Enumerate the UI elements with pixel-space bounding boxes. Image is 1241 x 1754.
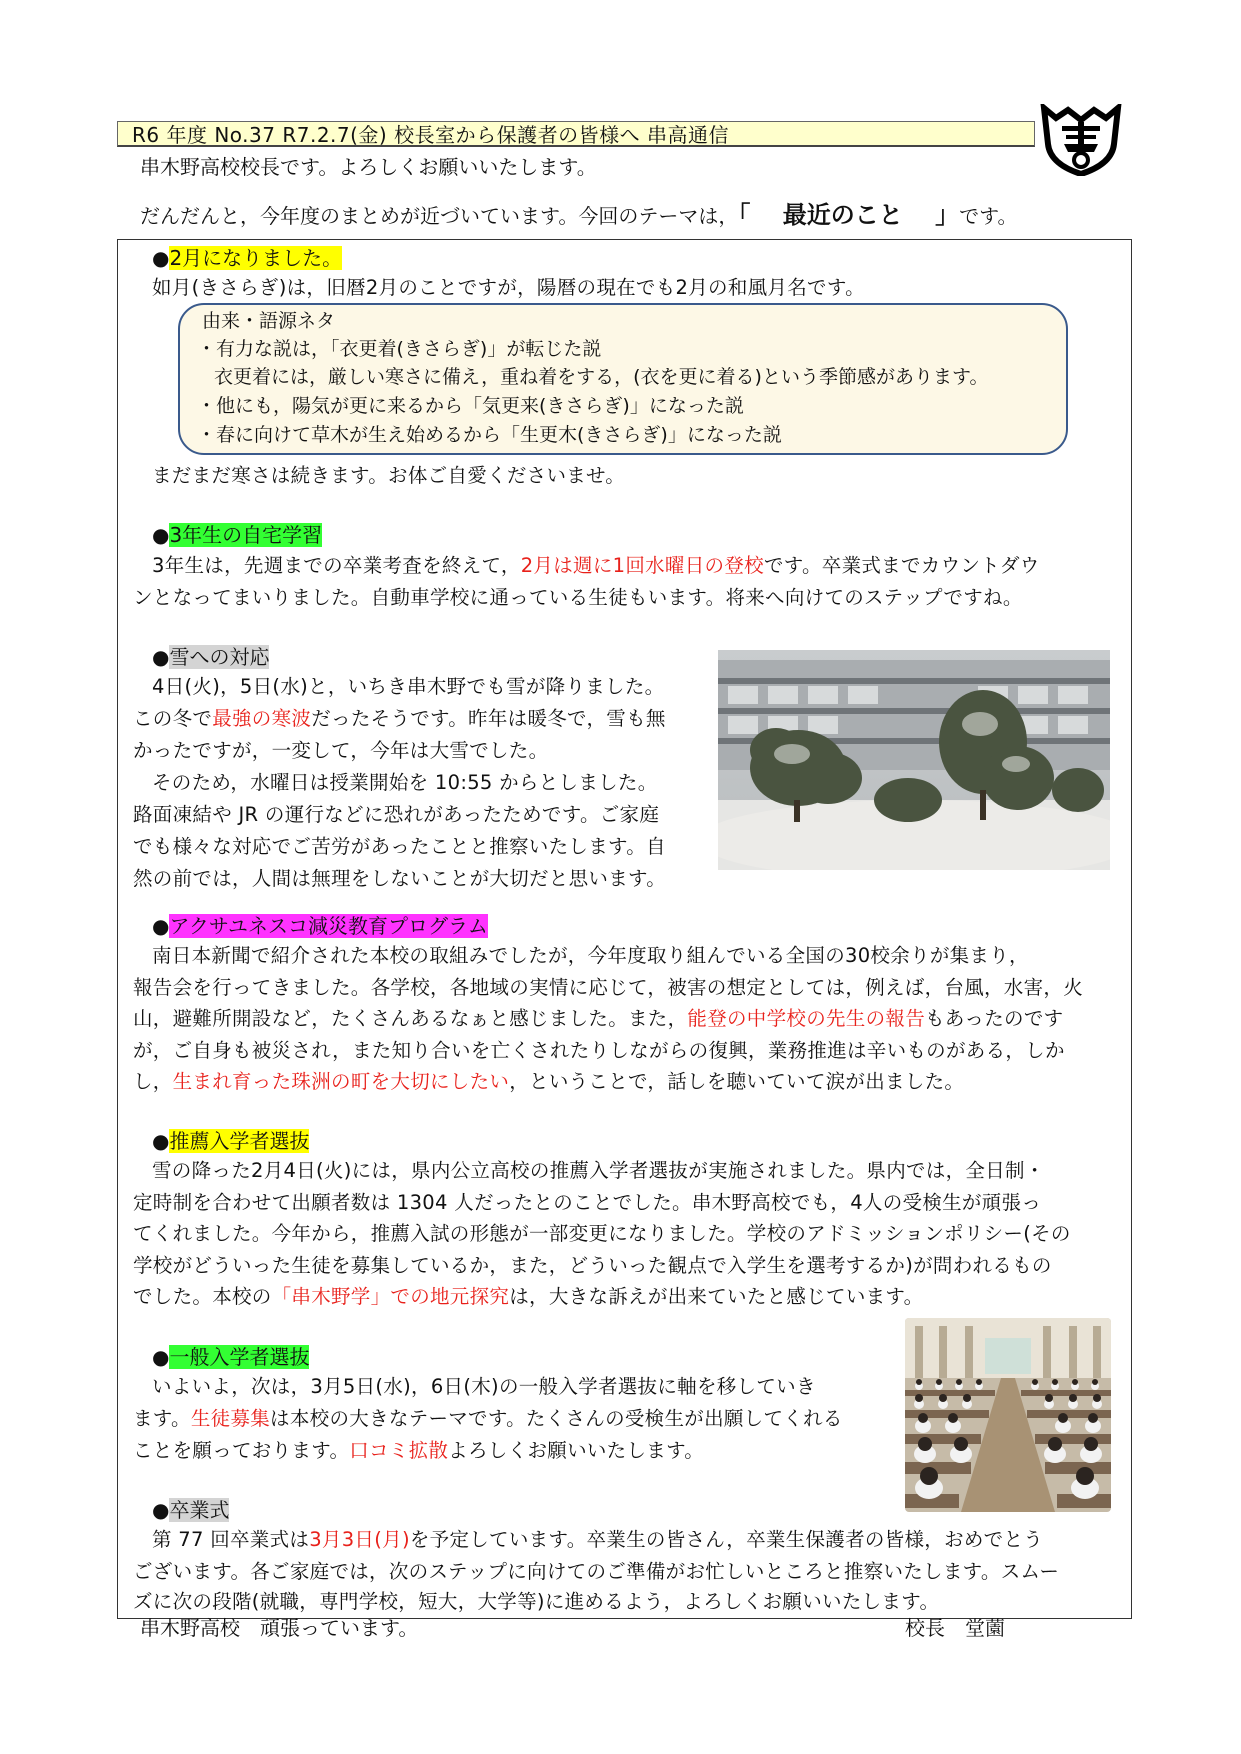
- snow-line-2: この冬で最強の寒波だったそうです。昨年は暖冬で，雪も無: [133, 707, 666, 730]
- section-heading-snow: ●雪への対応: [152, 645, 270, 669]
- footer-school-motto: 串木野高校 頑張っています。: [140, 1616, 419, 1640]
- etymology-line-2: 衣更着には，厳しい寒さに備え，重ね着をする，(衣を更に着る)という季節感があります。: [214, 366, 989, 388]
- graduation-line-2: ございます。各ご家庭では，次のステップに向けてのご準備がお忙しいところと推察いたします。スムー: [133, 1560, 1060, 1583]
- feb-line-2: まだまだ寒さは続きます。お体ご自愛くださいませ。: [152, 464, 626, 487]
- intro-theme-prefix: だんだんと，今年度のまとめが近づいています。今回のテーマは，: [140, 204, 739, 228]
- newsletter-title: R6 年度 No.37 R7.2.7(金) 校長室から保護者の皆様へ 串高通信: [117, 121, 1035, 147]
- etymology-line-4: ・春に向けて草木が生え始めるから「生更木(きさらぎ)」になった説: [197, 424, 782, 446]
- general-line-1: いよいよ，次は，3月5日(水)，6日(木)の一般入学者選抜に軸を移していき: [152, 1375, 816, 1398]
- unesco-line-4: が，ご自身も被災され，また知り合いを亡くされたりしながらの復興，業務推進は辛いものがある，しか: [133, 1039, 1065, 1062]
- intro-theme-line: [140, 198, 1018, 233]
- section-heading-third-year: ●3年生の自宅学習: [152, 523, 323, 547]
- unesco-line-1: 南日本新聞で紹介された本校の取組みでしたが，今年度取り組んでいる全国の30校余りが集まり，: [152, 944, 1029, 967]
- recommend-line-2: 定時制を合わせて出願者数は 1304 人だったとのことでした。串木野高校でも，4人の受検生が頑張っ: [133, 1191, 1042, 1214]
- feb-line-1: 如月(きさらぎ)は，旧暦2月のことですが，陽暦の現在でも2月の和風月名です。: [152, 276, 865, 299]
- snow-line-4: そのため，水曜日は授業開始を 10:55 からとしました。: [152, 771, 658, 794]
- section-heading-feb: ●2月になりました。: [152, 246, 343, 270]
- exam-hall-photo: [905, 1318, 1111, 1512]
- unesco-line-5: し，生まれ育った珠洲の町を大切にしたい，ということで，話しを聴いていて涙が出ました。: [133, 1070, 965, 1093]
- intro-theme-suffix: です。: [959, 204, 1018, 228]
- graduation-line-3: ズに次の段階(就職，専門学校，短大，大学等)に進めるよう，よろしくお願いいたします。: [133, 1590, 940, 1613]
- third-year-line-1: 3年生は，先週までの卒業考査を終えて，2月は週に1回水曜日の登校です。卒業式までカウントダウ: [152, 554, 1040, 577]
- recommend-line-4: 学校がどういった生徒を募集しているか，また，どういった観点で入学生を選考するか)が問われるもの: [133, 1254, 1052, 1277]
- unesco-line-3: 山，避難所開設など，たくさんあるなぁと感じました。また，能登の中学校の先生の報告もあったのです: [133, 1007, 1064, 1030]
- intro-greeting: 串木野高校校長です。よろしくお願いいたします。: [140, 155, 597, 179]
- unesco-line-2: 報告会を行ってきました。各学校，各地域の実情に応じて，被害の想定としては，例えば，台風，水害，火: [133, 976, 1084, 999]
- etymology-line-3: ・他にも，陽気が更に来るから「気更来(きさらぎ)」になった説: [197, 395, 744, 417]
- section-heading-unesco: ●アクサユネスコ減災教育プログラム: [152, 914, 488, 938]
- snow-line-5: 路面凍結や JR の運行などに恐れがあったためです。ご家庭: [133, 803, 660, 826]
- general-line-3: ことを願っております。口コミ拡散よろしくお願いいたします。: [133, 1439, 705, 1462]
- graduation-line-1: 第 77 回卒業式は3月3日(月)を予定しています。卒業生の皆さん，卒業生保護者の皆様，おめでとう: [152, 1528, 1044, 1551]
- etymology-line-1: ・有力な説は，「衣更着(きさらぎ)」が転じた説: [197, 338, 602, 360]
- recommend-line-1: 雪の降った2月4日(火)には，県内公立高校の推薦入学者選抜が実施されました。県内では，全日制・: [152, 1159, 1045, 1182]
- section-heading-general: ●一般入学者選抜: [152, 1345, 310, 1369]
- recommend-line-5: でした。本校の「串木野学」での地元探究は，大きな訴えが出来ていたと感じています。: [133, 1285, 924, 1308]
- snow-line-6: でも様々な対応でご苦労があったことと推察いたします。自: [133, 835, 666, 858]
- intro-theme: 「 最近のこと 」: [738, 201, 960, 229]
- snow-line-3: かったですが，一変して，今年は大雪でした。: [133, 739, 549, 762]
- section-heading-graduation: ●卒業式: [152, 1498, 230, 1522]
- recommend-line-3: てくれました。今年から，推薦入試の形態が一部変更になりました。学校のアドミッションポリシー(その: [133, 1222, 1071, 1245]
- footer-signature: 校長 堂薗: [905, 1616, 1005, 1640]
- etymology-title: 由来・語源ネタ: [202, 310, 336, 332]
- snow-line-1: 4日(火)，5日(水)と，いちき串木野でも雪が降りました。: [152, 675, 665, 698]
- general-line-2: ます。生徒募集は本校の大きなテーマです。たくさんの受検生が出願してくれる: [133, 1407, 843, 1430]
- section-heading-recommend: ●推薦入学者選抜: [152, 1129, 310, 1153]
- snow-line-7: 然の前では，人間は無理をしないことが大切だと思います。: [133, 867, 667, 890]
- school-crest-icon: [1040, 104, 1122, 176]
- snow-campus-photo: [718, 650, 1110, 870]
- third-year-line-2: ンとなってまいりました。自動車学校に通っている生徒もいます。将来へ向けてのステップですね。: [133, 586, 1023, 609]
